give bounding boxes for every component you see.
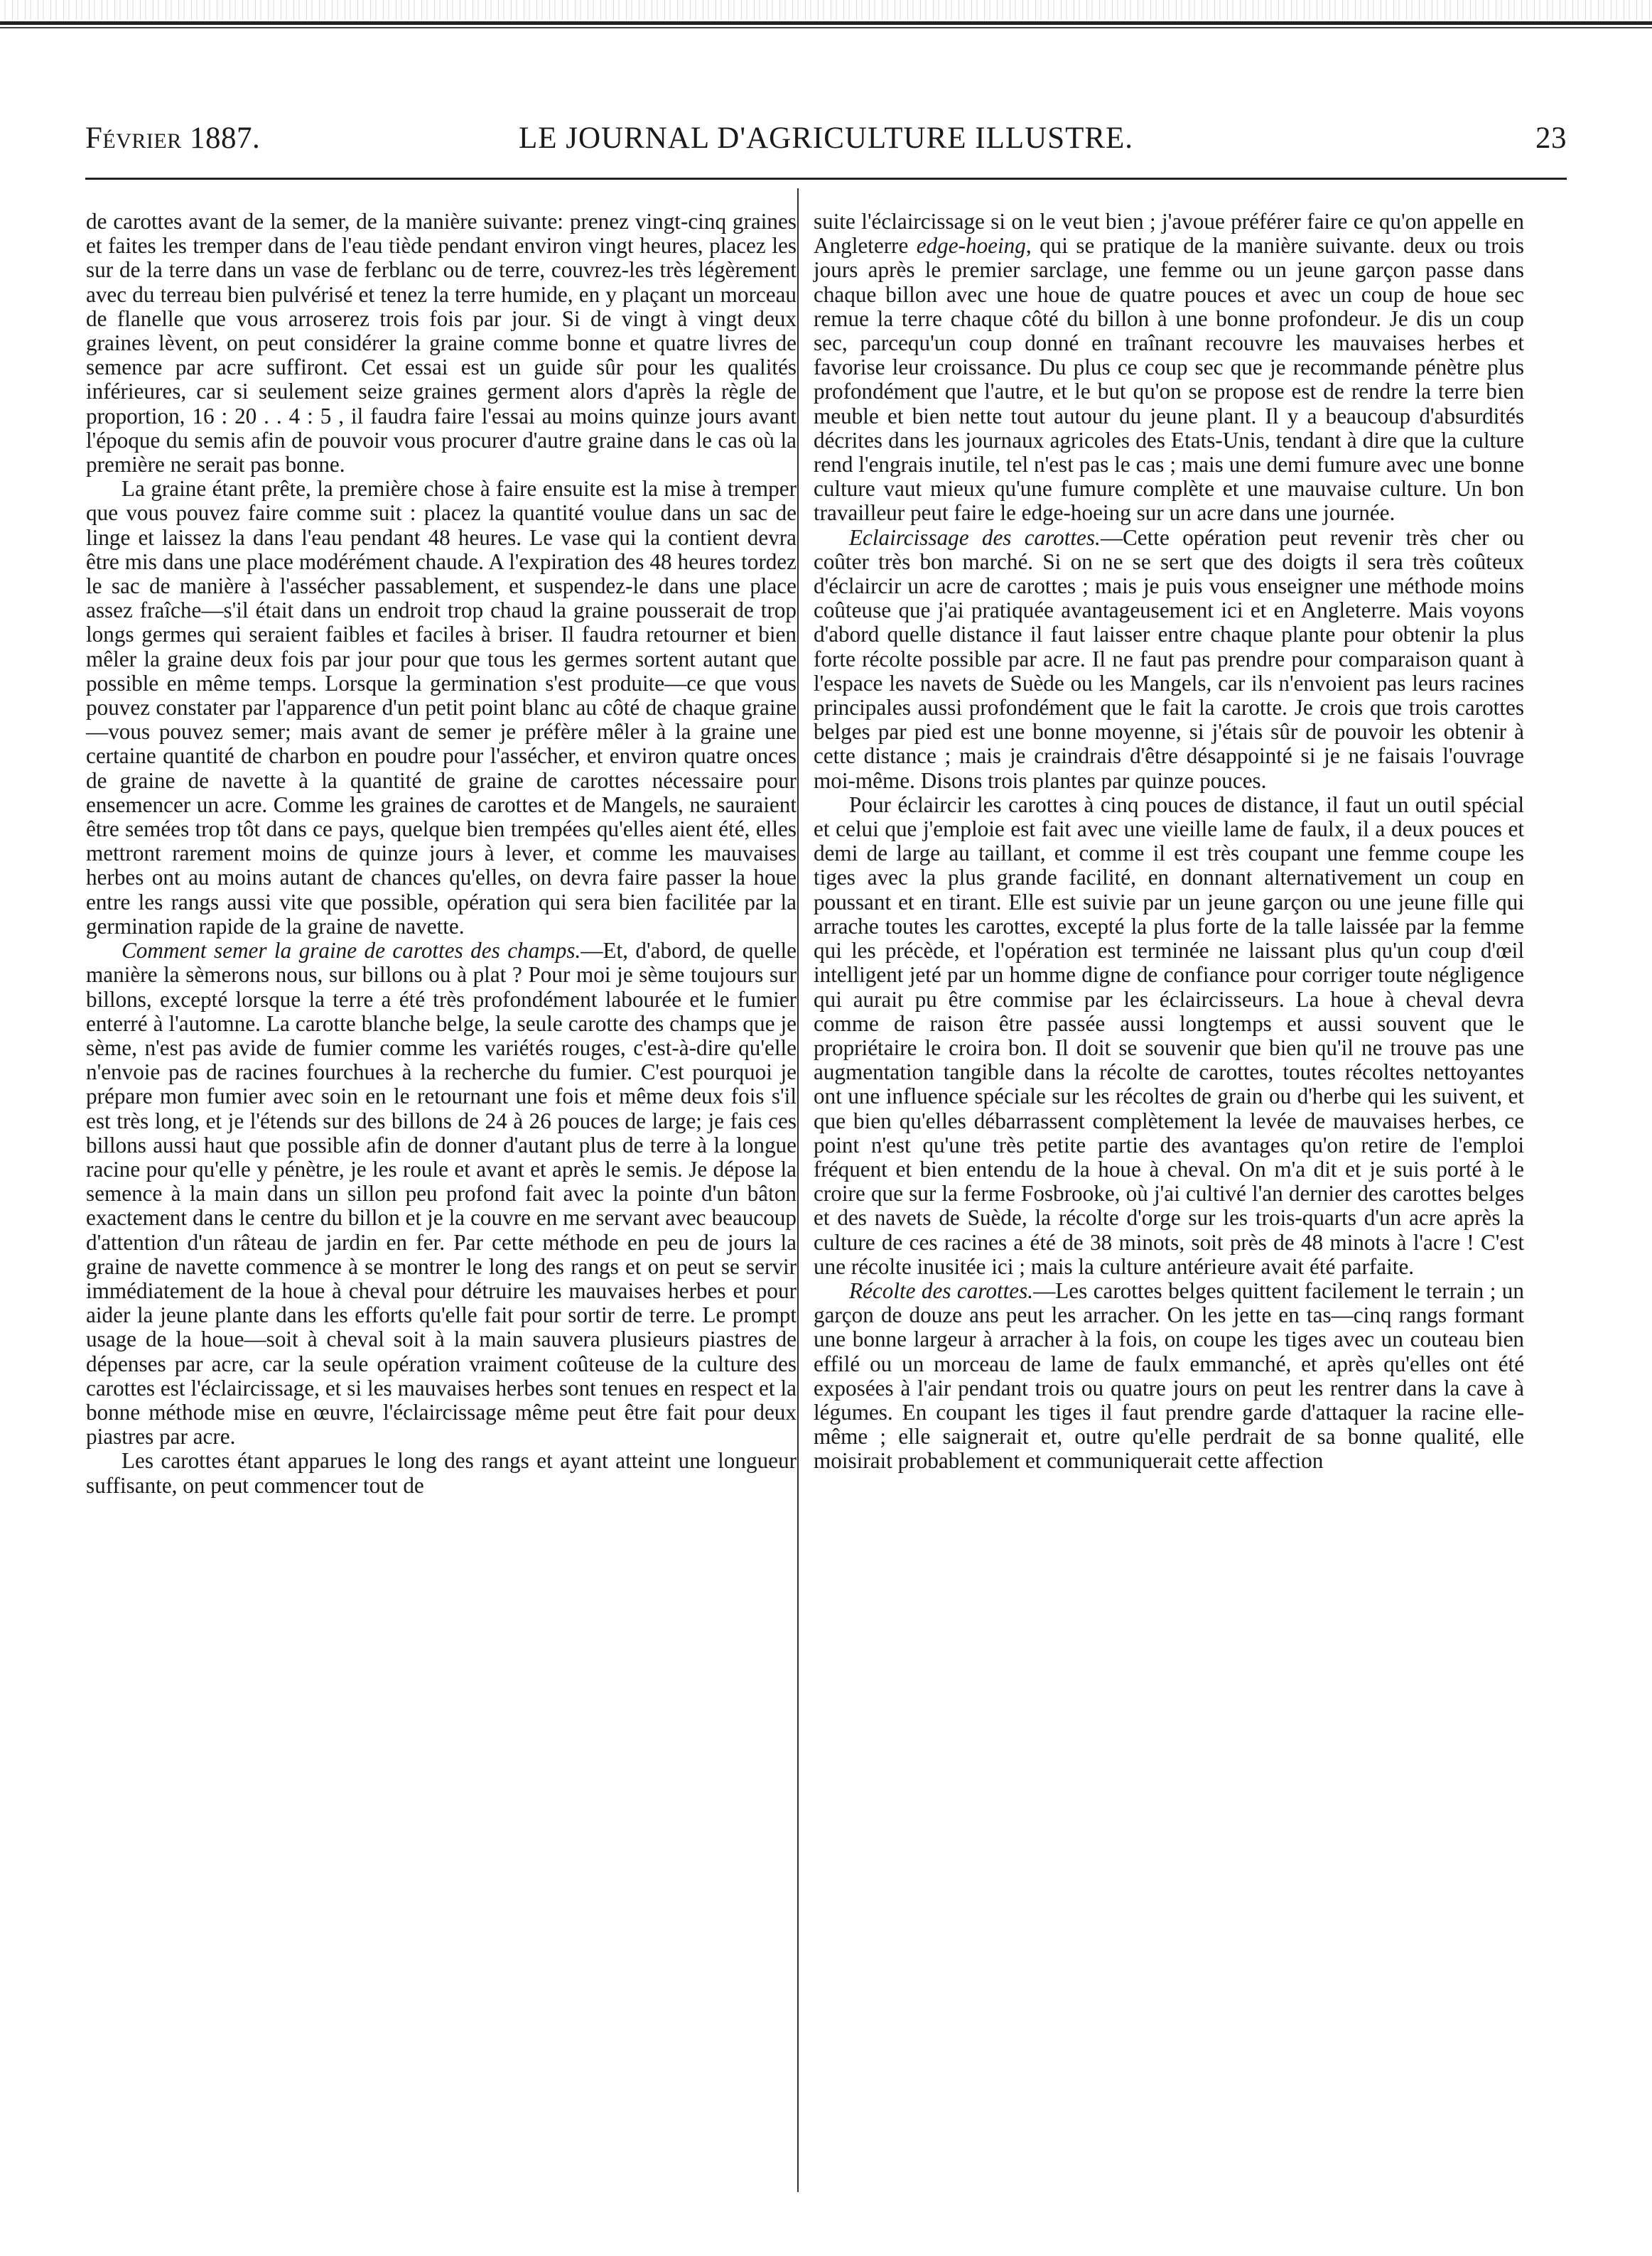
right-paragraph-1-part-a: suite l'éclaircissage si on le veut bien ; j'avoue préférer faire ce qu'on appelle en Angleterre <box>814 209 1524 259</box>
left-column <box>86 210 797 1498</box>
top-border-noise <box>0 0 1652 20</box>
right-paragraph-1 <box>814 210 1524 526</box>
right-paragraph-4-body: —Les carottes belges quittent facilement le terrain ; un garçon de douze ans peut les arracher. On les jette en tas—cinq rangs formant une bonne largeur à arracher à la fois, on coupe les tiges avec un couteau bien effilé ou un morceau de lame de faulx emmanché, et après qu'elles ont été exposées à l'air pendant trois ou quatre jours on peut les rentrer dans la cave à légumes. En coupant les tiges il faut prendre garde d'attaquer la racine elle-même ; elle saignerait et, outre qu'elle perdrait de sa bonne qualité, elle moisirait probablement et communiquerait cette affection <box>814 1278 1524 1474</box>
column-divider <box>797 188 799 2192</box>
right-paragraph-1-part-b: , qui se pratique de la manière suivante. deux ou trois jours après le premier sarclage, une femme ou un jeune garçon passe dans chaque billon avec une houe de quatre pouces et avec un coup de houe sec remue la terre chaque côté du billon à une bonne profondeur. Je dis un coup sec, parcequ'un coup donné en traînant recouvre les mauvaises herbes et favorise leur croissance. Du plus ce coup sec que je recommande pénètre plus profondément que l'autre, et le but qu'on se propose est de rendre la terre bien meuble et bien nette tout autour du jeune plant. Il y a beaucoup d'absurdités décrites dans les journaux agricoles des Etats-Unis, tendant à dire que la culture rend l'engrais inutile, tel n'est pas le cas ; mais une demi fumure avec une bonne culture vaut mieux qu'une fumure complète et une mauvaise culture. Un bon travailleur peut faire le edge-hoeing sur un acre dans une journée. <box>814 233 1524 526</box>
left-section-heading-semer: Comment semer la graine de carottes des champs. <box>122 938 581 964</box>
right-paragraph-4 <box>814 1279 1524 1474</box>
right-column <box>814 210 1524 1474</box>
header-rule <box>85 178 1567 180</box>
right-paragraph-2-body: —Cette opération peut revenir très cher ou coûter très bon marché. Si on ne se sert que des doigts il sera très coûteux d'éclaircir un acre de carottes ; mais je puis vous enseigner une méthode moins coûteuse que j'ai pratiquée avantageusement ici et en Angleterre. Mais voyons d'abord quelle distance il faut laisser entre chaque plante pour obtenir la plus forte récolte possible par acre. Il ne faut pas prendre pour comparaison quant à l'espace les navets de Suède ou les Mangels, car ils n'envoient pas leurs racines principales aussi profondément que le fait la carotte. Je crois que trois carottes belges par pied est une bonne moyenne, si j'étais sûr de pouvoir les obtenir à cette distance ; mais je craindrais d'être désappointé si je ne faisais l'ouvrage moi-même. Disons trois plantes par quinze pouces. <box>814 524 1525 793</box>
top-border-rule <box>0 21 1652 31</box>
right-paragraph-2 <box>814 526 1524 793</box>
left-paragraph-3-body: —Et, d'abord, de quelle manière la sèmerons nous, sur billons ou à plat ? Pour moi je sème toujours sur billons, excepté lorsque la terre a été très profondément labourée et le fumier enterré à l'automne. La carotte blanche belge, la seule carotte des champs que je sème, n'est pas avide de fumier comme les variétés rouges, c'est-à-dire qu'elle n'envoie pas de racines fourchues à la recherche du fumier. C'est pourquoi je prépare mon fumier avec soin en le retournant une fois et même deux fois s'il est très long, et je l'étends sur des billons de 24 à 26 pouces de large; je fais ces billons aussi haut que possible afin de donner d'autant plus de terre à la longue racine pour qu'elle y pénètre, je les roule et avant et après le semis. Je dépose la semence à la main dans un sillon peu profond fait avec la pointe d'un bâton exactement dans le centre du billon et je la couvre en me servant avec beaucoup d'attention d'un râteau de jardin en fer. Par cette méthode en peu de jours la graine de navette commence à se montrer le long des rangs et on peut se servir immédiatement de la houe à cheval pour détruire les mauvaises herbes et pour aider la jeune plante dans les efforts qu'elle fait pour sortir de terre. Le prompt usage de la houe—soit à cheval soit à la main sauvera plusieurs piastres de dépenses par acre, car la seule opération vraiment coûteuse de la culture des carottes est l'éclaircissage, et si les mauvaises herbes sont tenues en respect et la bonne méthode mise en œuvre, l'éclaircissage même peut être fait pour deux piastres par acre. <box>86 938 797 1450</box>
right-section-heading-eclaircissage: Eclaircissage des carottes. <box>849 524 1101 550</box>
header-journal-title: LE JOURNAL D'AGRICULTURE ILLUSTRE. <box>518 122 1134 155</box>
header-page-number: 23 <box>1535 122 1567 155</box>
page-header <box>85 121 1567 163</box>
header-date: Février 1887. <box>85 122 261 155</box>
left-paragraph-3 <box>86 939 797 1449</box>
right-paragraph-3: Pour éclaircir les carottes à cinq pouces de distance, il faut un outil spécial et celui que j'emploie est fait avec une vieille lame de faulx, il a deux pouces et demi de large au taillant, et comme il est très coupant une femme coupe les tiges avec la plus grande facilité, en donnant alternativement un coup en poussant et en tirant. Elle est suivie par un jeune garçon ou une jeune fille qui arrache toutes les carottes, excepté la plus forte de la talle laissée par la femme qui les précède, et l'opération est terminée ne laissant plus qu'un coup d'œil intelligent jeté par un homme digne de confiance pour corriger toute négligence qui aurait pu être commise par les éclaircisseurs. La houe à cheval devra comme de raison être passée aussi longtemps et aussi souvent que le propriétaire le croira bon. Il doit se souvenir que bien qu'il ne trouve pas une augmentation tangible dans la récolte de carottes, toutes récoltes nettoyantes ont une influence spéciale sur les récoltes de grain ou d'herbe qui les suivent, et que bien qu'elles débarrassent complètement la levée de mauvaises herbes, ce point n'est qu'une très petite partie des avantages qu'on retire de l'emploi fréquent et bien entendu de la houe à cheval. On m'a dit et je suis porté à le croire que sur la ferme Fosbrooke, où j'ai cultivé l'an dernier des carottes belges et des navets de Suède, la récolte d'orge sur les trois-quarts d'un acre après la culture de ces racines a été de 38 minots, soit près de 48 minots à l'acre ! C'est une récolte inusitée ici ; mais la culture antérieure avait été parfaite. <box>814 792 1524 1279</box>
edge-hoeing-term: edge-hoeing <box>916 233 1026 259</box>
left-paragraph-4: Les carottes étant apparues le long des rangs et ayant atteint une longueur suffisante, on peut commencer tout de <box>86 1448 797 1498</box>
right-section-heading-recolte: Récolte des carottes. <box>849 1278 1034 1303</box>
left-paragraph-2: La graine étant prête, la première chose à faire ensuite est la mise à tremper que vous pouvez faire comme suit : placez la quantité voulue dans un sac de linge et laissez la dans l'eau pendant 48 heures. Le vase qui la contient devra être mis dans une place modérément chaude. A l'expiration des 48 heures tordez le sac de manière à l'assécher passablement, et suspendez-le dans une place assez fraîche—s'il était dans un endroit trop chaud la graine pousserait de trop longs germes qui seraient faibles et faciles à briser. Il faudra retourner et bien mêler la graine deux fois par jour pour que tous les germes sortent autant que possible en même temps. Lorsque la germination s'est produite—ce que vous pouvez constater par l'apparence d'un petit point blanc au côté de chaque graine—vous pouvez semer; mais avant de semer je préfère mêler à la graine une certaine quantité de charbon en poudre pour l'assécher, et environ quatre onces de graine de navette à la quantité de graine de carottes nécessaire pour ensemencer un acre. Comme les graines de carottes et de Mangels, ne sauraient être semées trop tôt dans ce pays, quelque bien trempées qu'elles aient été, elles mettront rarement moins de quinze jours à lever, et comme les mauvaises herbes ont au moins autant de chances qu'elles, on devra faire passer la houe entre les rangs aussi vite que possible, opération qui sera bien facilitée par la germination rapide de la graine de navette. <box>86 476 797 939</box>
left-paragraph-1: de carottes avant de la semer, de la manière suivante: prenez vingt-cinq graines et faites les tremper dans de l'eau tiède pendant environ vingt heures, placez les sur de la terre dans un vase de ferblanc ou de terre, couvrez-les très légèrement avec du terreau bien pulvérisé et tenez la terre humide, en y plaçant un morceau de flanelle que vous arroserez trois fois par jour. Si de vingt à vingt deux graines lèvent, on peut considérer la graine comme bonne et quatre livres de semence par acre suffiront. Cet essai est un guide sûr pour les qualités inférieures, car si seulement seize graines germent alors d'après la règle de proportion, 16 : 20 . . 4 : 5 , il faudra faire l'essai au moins quinze jours avant l'époque du semis afin de pouvoir vous procurer d'autre graine dans le cas où la première ne serait pas bonne. <box>86 209 797 477</box>
